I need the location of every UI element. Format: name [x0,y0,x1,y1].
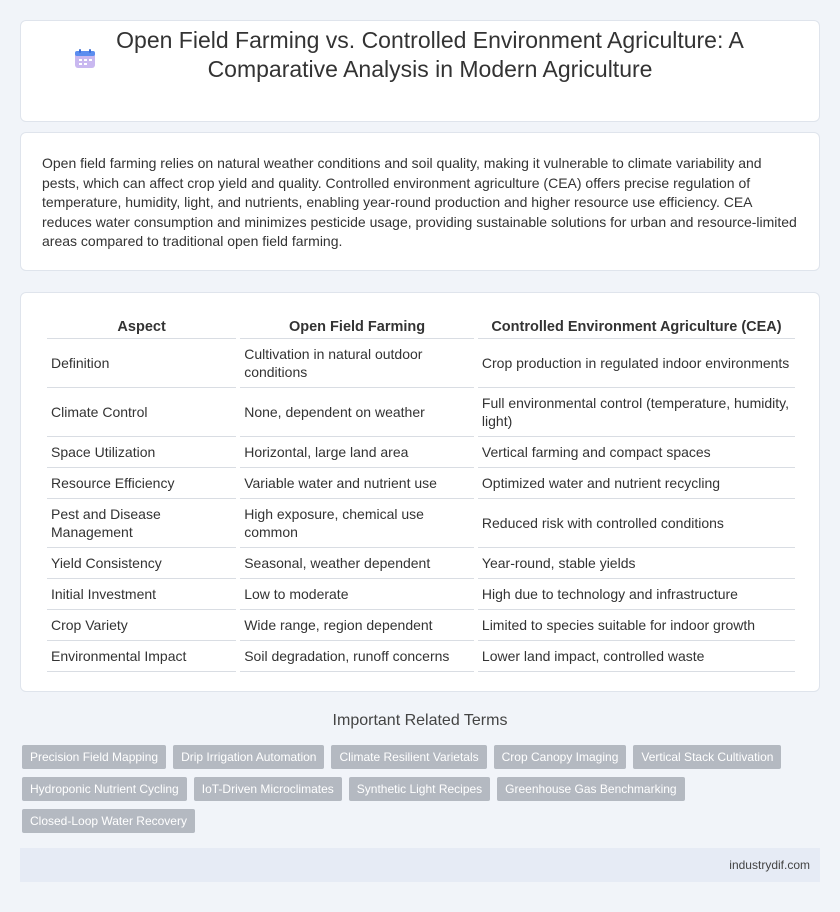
cell-aspect: Initial Investment [47,579,236,610]
table-row [47,641,795,672]
cell-open-field: Seasonal, weather dependent [240,548,474,579]
cell-cea: Full environmental control (temperature, humidity, light) [478,388,795,437]
table-row [47,437,795,468]
comparison-table-card [20,292,820,692]
comparison-table [43,313,799,672]
related-tag[interactable]: Hydroponic Nutrient Cycling [22,777,187,801]
cell-aspect: Space Utilization [47,437,236,468]
related-tag[interactable]: Vertical Stack Cultivation [633,745,781,769]
header-cea: Controlled Environment Agriculture (CEA) [478,313,795,339]
cell-open-field: High exposure, chemical use common [240,499,474,548]
table-header-row [47,313,795,339]
related-tag[interactable]: Climate Resilient Varietals [331,745,486,769]
page-title-wrap [60,26,800,84]
cell-aspect: Climate Control [47,388,236,437]
cell-aspect: Yield Consistency [47,548,236,579]
cell-cea: Reduced risk with controlled conditions [478,499,795,548]
table-row [47,339,795,388]
table-row [47,499,795,548]
table-row [47,388,795,437]
cell-aspect: Environmental Impact [47,641,236,672]
cell-cea: Vertical farming and compact spaces [478,437,795,468]
related-tag[interactable]: IoT-Driven Microclimates [194,777,342,801]
related-tag[interactable]: Greenhouse Gas Benchmarking [497,777,684,801]
page-title: Open Field Farming vs. Controlled Environment Agriculture: A Comparative Analysis in Modern Agriculture [116,27,744,82]
cell-open-field: Variable water and nutrient use [240,468,474,499]
related-tag[interactable]: Closed-Loop Water Recovery [22,809,195,833]
cell-cea: High due to technology and infrastructure [478,579,795,610]
related-terms-title: Important Related Terms [332,712,508,729]
cell-cea: Year-round, stable yields [478,548,795,579]
header-aspect: Aspect [47,313,236,339]
related-tag[interactable]: Precision Field Mapping [22,745,166,769]
header-open-field: Open Field Farming [240,313,474,339]
cell-open-field: Cultivation in natural outdoor conditions [240,339,474,388]
cell-open-field: Wide range, region dependent [240,610,474,641]
cell-cea: Crop production in regulated indoor environments [478,339,795,388]
related-terms-tags [22,745,812,841]
intro-card [20,132,820,271]
cell-cea: Limited to species suitable for indoor growth [478,610,795,641]
cell-aspect: Resource Efficiency [47,468,236,499]
cell-cea: Optimized water and nutrient recycling [478,468,795,499]
table-row [47,468,795,499]
cell-aspect: Crop Variety [47,610,236,641]
table-row [47,548,795,579]
cell-aspect: Definition [47,339,236,388]
cell-open-field: None, dependent on weather [240,388,474,437]
intro-paragraph: Open field farming relies on natural weather conditions and soil quality, making it vulnerable to climate variability and pests, which can affect crop yield and quality. Controlled environment agriculture (CEA) offers precise regulation of temperature, humidity, light, and nutrients, enabling year-round production and higher resource use efficiency. CEA reduces water consumption and minimizes pesticide usage, providing sustainable solutions for urban and resource-limited areas compared to traditional open field farming. [42,155,797,250]
related-tag[interactable]: Drip Irrigation Automation [173,745,324,769]
related-tag[interactable]: Synthetic Light Recipes [349,777,490,801]
related-tag[interactable]: Crop Canopy Imaging [494,745,627,769]
cell-open-field: Horizontal, large land area [240,437,474,468]
cell-open-field: Low to moderate [240,579,474,610]
footer-site-link[interactable]: industrydif.com [729,858,810,872]
footer [20,848,820,882]
cell-open-field: Soil degradation, runoff concerns [240,641,474,672]
table-row [47,579,795,610]
table-row [47,610,795,641]
cell-cea: Lower land impact, controlled waste [478,641,795,672]
cell-aspect: Pest and Disease Management [47,499,236,548]
